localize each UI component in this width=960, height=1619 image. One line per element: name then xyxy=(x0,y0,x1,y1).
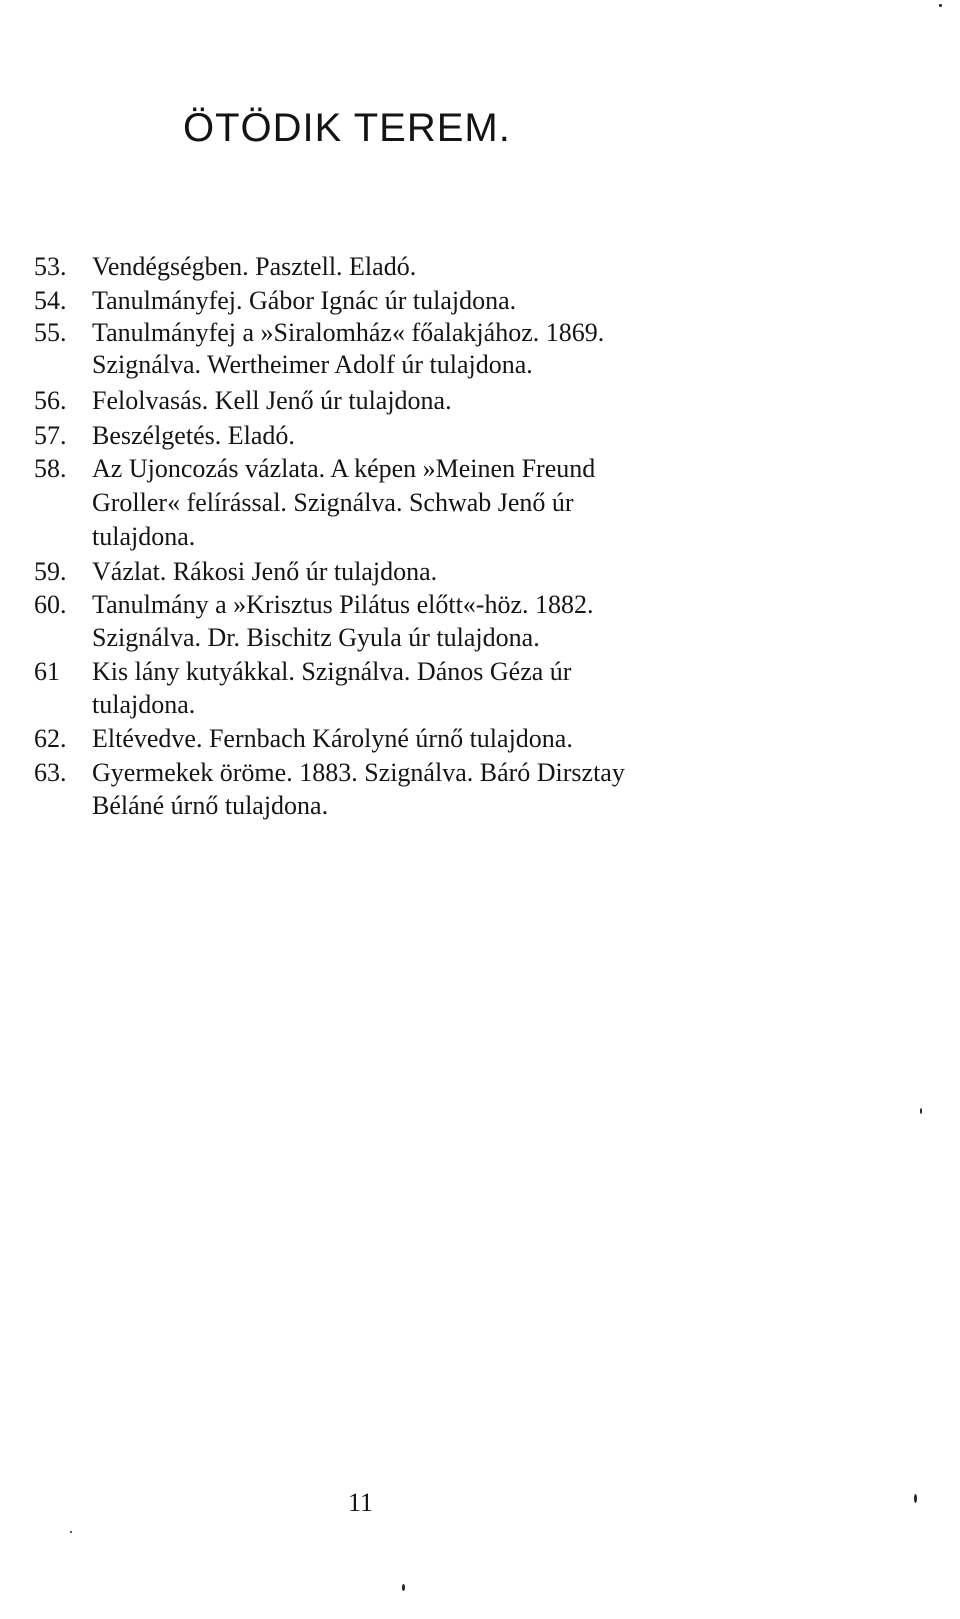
entry-text-continued: Szignálva. Dr. Bischitz Gyula úr tulajdona. xyxy=(92,623,540,652)
entry-number: 61 xyxy=(34,657,60,686)
entry-text-continued: Szignálva. Wertheimer Adolf úr tulajdona. xyxy=(92,350,533,379)
entry-text-continued: tulajdona. xyxy=(92,522,196,551)
entry-text: Tanulmányfej a »Siralomház« főalakjához. 1869. xyxy=(92,318,605,347)
entry-number: 54. xyxy=(34,286,67,315)
entry-text-continued: tulajdona. xyxy=(92,690,196,719)
entry-number: 58. xyxy=(34,454,67,483)
entry-number: 63. xyxy=(34,758,67,787)
entry-text-continued: Groller« felírással. Szignálva. Schwab Jenő úr xyxy=(92,488,574,517)
entry-number: 53. xyxy=(34,252,67,281)
entry-number: 62. xyxy=(34,724,67,753)
entry-text: Vendégségben. Pasztell. Eladó. xyxy=(92,252,417,281)
entry-text: Felolvasás. Kell Jenő úr tulajdona. xyxy=(92,386,452,415)
entry-text: Vázlat. Rákosi Jenő úr tulajdona. xyxy=(92,557,438,586)
entry-text: Beszélgetés. Eladó. xyxy=(92,421,295,450)
entry-number: 60. xyxy=(34,590,67,619)
entry-text: Gyermekek öröme. 1883. Szignálva. Báró Dirsztay xyxy=(92,758,625,787)
entry-text: Tanulmányfej. Gábor Ignác úr tulajdona. xyxy=(92,286,517,315)
scan-speck xyxy=(920,1108,922,1114)
entry-number: 57. xyxy=(34,421,67,450)
entry-number: 55. xyxy=(34,318,67,347)
entry-text: Tanulmány a »Krisztus Pilátus előtt«-höz. 1882. xyxy=(92,590,594,619)
scan-speck xyxy=(70,1531,72,1533)
entry-text-continued: Béláné úrnő tulajdona. xyxy=(92,791,329,820)
scan-speck xyxy=(939,4,942,7)
entry-text: Az Ujoncozás vázlata. A képen »Meinen Freund xyxy=(92,454,596,483)
page-number: 11 xyxy=(348,1488,374,1517)
entry-number: 59. xyxy=(34,557,67,586)
entry-text: Eltévedve. Fernbach Károlyné úrnő tulajdona. xyxy=(92,724,573,753)
scan-speck xyxy=(402,1584,405,1591)
entry-text: Kis lány kutyákkal. Szignálva. Dános Géza úr xyxy=(92,657,572,686)
page-title: ÖTÖDIK TEREM. xyxy=(183,106,511,150)
scan-speck xyxy=(914,1494,917,1503)
entry-number: 56. xyxy=(34,386,67,415)
